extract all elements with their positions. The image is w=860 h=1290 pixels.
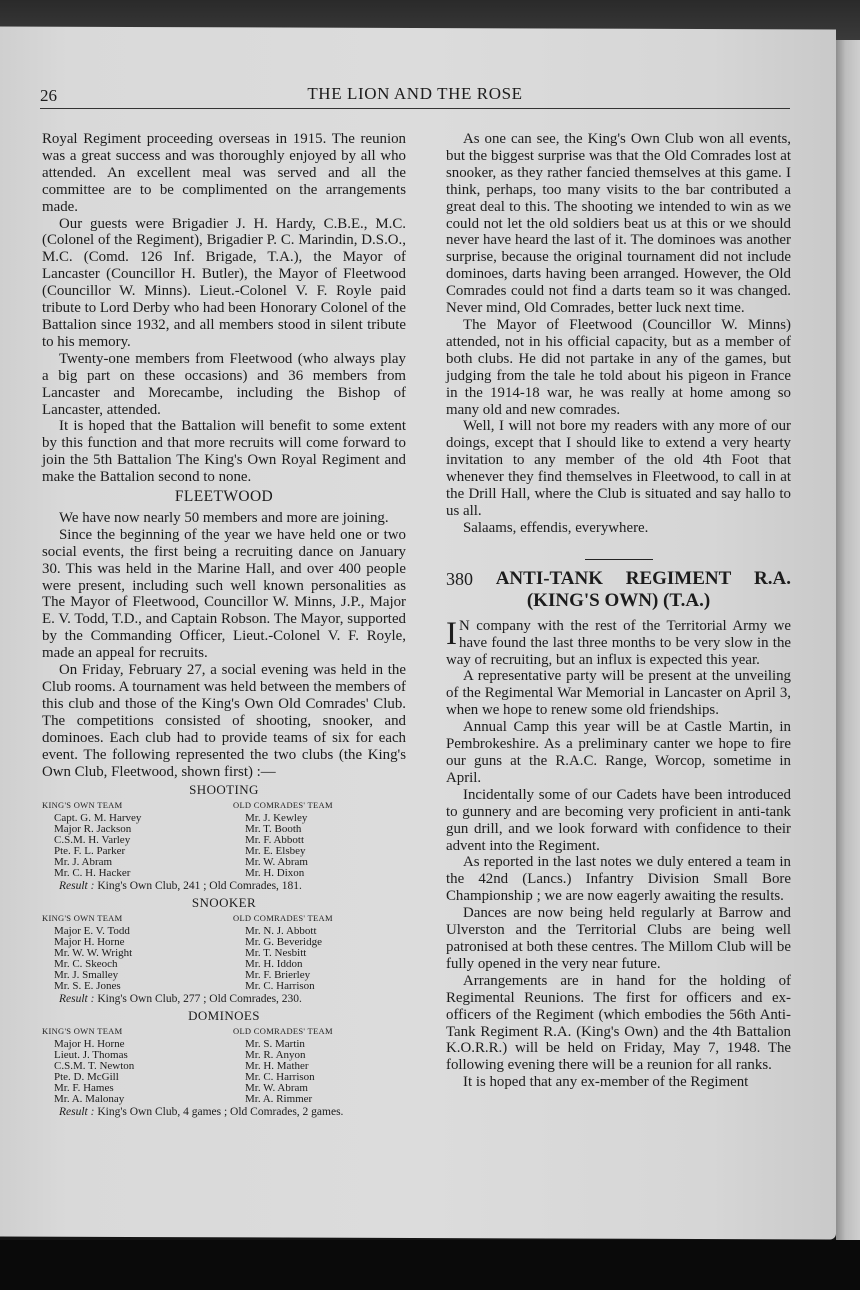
team-member: Mr. J. Kewley — [245, 812, 308, 825]
kings-own-team — [42, 799, 215, 879]
heading-word: R.A. — [754, 567, 791, 589]
result-text: King's Own Club, 241 ; Old Comrades, 181. — [97, 880, 302, 893]
team-member: Mr. H. Mather — [245, 1060, 309, 1073]
paragraph: Our guests were Brigadier J. H. Hardy, C.B.E., M.C. (Colonel of the Regiment), Brigadier P. C. Marindin, D.S.O., M.C. (Comd. 126 Inf. Brigade, T.A.), the Mayor of Lancaster (Councillor H. Butler), the Mayor of Fleetwood (Councillor W. Minns). Lieut.-Colonel V. F. Royle paid tribute to Lord Derby who had been Honorary Colonel of the Battalion since 1932, and all members stood in silent tribute to his memory. — [42, 215, 406, 350]
result-label: Result : — [59, 880, 95, 893]
team-member: C.S.M. T. Newton — [54, 1060, 135, 1073]
paragraph: Dances are now being held regularly at Barrow and Ulverston and the Territorial Clubs are being well patronised at both these centres. The Millom Club will be fully opened in the very near future. — [446, 905, 791, 972]
team-heading: KING'S OWN TEAM — [42, 800, 123, 811]
team-member: Mr. W. Abram — [245, 1082, 308, 1095]
teams-table — [42, 799, 406, 879]
page-number: 26 — [40, 86, 57, 105]
paragraph: It is hoped that any ex-member of the Regiment — [463, 1074, 749, 1091]
paragraph: We have now nearly 50 members and more are joining. — [59, 509, 389, 526]
team-member: Mr. J. Abram — [54, 856, 113, 869]
section-heading-fleetwood: FLEETWOOD — [174, 488, 274, 506]
paragraph: Royal Regiment proceeding overseas in 1915. The reunion was a great success and was thoroughly enjoyed by all who attended. An excellent meal was served and all the committee are to be complimented on the arrangements made. — [42, 131, 406, 215]
event-title: DOMINOES — [188, 1008, 260, 1024]
paragraph: The Mayor of Fleetwood (Councillor W. Minns) attended, not in his official capacity, but as a member of both clubs. He did not partake in any of the games, but judging from the tale he told about his pigeon in France in the 1914-18 war, he was really at home among so many old and new comrades. — [446, 316, 791, 418]
old-comrades-team — [215, 799, 406, 879]
next-page-edge — [836, 40, 860, 1240]
team-member: Mr. F. Abbott — [245, 834, 305, 847]
first-paragraph-text: N company with the rest of the Territorial Army we have found the last three months to be very slow in the way of recruiting, but an influx is expected this year. — [446, 617, 791, 668]
team-member: Mr. C. H. Hacker — [54, 867, 131, 880]
kings-own-team — [42, 1025, 215, 1105]
event-shooting — [42, 782, 406, 893]
old-comrades-team — [215, 912, 406, 992]
team-member: Mr. R. Anyon — [245, 1049, 306, 1062]
paragraph-dropcap — [446, 615, 791, 669]
team-member: Mr. G. Beveridge — [245, 936, 322, 949]
teams-table — [42, 1025, 406, 1105]
paragraph: Salaams, effendis, everywhere. — [463, 519, 649, 536]
heading-word: REGIMENT — [625, 567, 732, 589]
paragraph: As reported in the last notes we duly entered a team in the 42nd (Lancs.) Infantry Division Small Bore Championship ; we are now eagerly awaiting the results. — [446, 854, 791, 905]
paragraph: Since the beginning of the year we have held one or two social events, the first being a recruiting dance on January 30. This was held in the Marine Hall, and over 400 people were present, including such well known personalities as The Mayor of Fleetwood, Councillor W. Minns, J.P., Major E. V. Todd, T.D., and Captain Robson. The Mayor, supported by the Commanding Officer, Lieut.-Colonel V. F. Royle, made an appeal for recruits. — [42, 526, 406, 662]
team-member: Major H. Horne — [54, 936, 125, 949]
team-member: Mr. S. Martin — [245, 1038, 305, 1051]
page-header — [40, 84, 790, 109]
running-title: THE LION AND THE ROSE — [307, 84, 523, 103]
paragraph: As one can see, the King's Own Club won all events, but the biggest surprise was that the Old Comrades lost at snooker, as they rather fancied themselves at this game. I think, perhaps, too many visits to the bar contributed a great deal to this. The shooting we intended to win as we could not let the old soldiers beat us at this or we should never have heard the last of it. The dominoes was another surprise, because the original tournament did not include dominoes, darts having been arranged. However, the Old Comrades could not find a darts team so it was changed. Never mind, Old Comrades, better luck next time. — [446, 131, 791, 317]
team-member: Mr. H. Dixon — [245, 867, 305, 880]
team-member: Mr. E. Elsbey — [245, 845, 306, 858]
team-heading: OLD COMRADES' TEAM — [233, 800, 333, 811]
team-member: Mr. A. Malonay — [54, 1093, 125, 1106]
team-member: Mr. S. E. Jones — [54, 980, 121, 993]
event-title: SHOOTING — [189, 782, 259, 798]
event-dominoes — [42, 1008, 406, 1119]
team-member: Mr. T. Nesbitt — [245, 947, 307, 960]
dropcap-letter: I — [446, 615, 457, 652]
team-member: Mr. T. Booth — [245, 823, 302, 836]
right-column — [446, 131, 791, 1091]
team-member: Mr. H. Iddon — [245, 958, 303, 971]
team-heading: KING'S OWN TEAM — [42, 1026, 123, 1037]
paragraph: On Friday, February 27, a social evening was held in the Club rooms. A tournament was held between the members of this club and those of the King's Own Old Comrades' Club. The competitions consisted of shooting, snooker, and dominoes. Each club had to provide teams of six for each event. The following represented the two clubs (the King's Own Club, Fleetwood, shown first) :— — [42, 662, 406, 780]
team-member: Mr. C. Harrison — [245, 1071, 315, 1084]
team-member: Capt. G. M. Harvey — [54, 812, 142, 825]
heading-word: ANTI-TANK — [495, 567, 604, 589]
result-text: King's Own Club, 277 ; Old Comrades, 230. — [97, 993, 302, 1006]
section-divider — [585, 559, 653, 560]
event-result — [42, 992, 406, 1006]
old-comrades-team — [215, 1025, 406, 1105]
paragraph: Well, I will not bore my readers with any more of our doings, except that I should like to extend a very hearty invitation to any member of the old 4th Foot that whenever they find themselves in Fleetwood, to call in at the Drill Hall, where the Club is situated and say hallo to us all. — [446, 418, 791, 519]
result-label: Result : — [59, 993, 95, 1006]
team-member: Major R. Jackson — [54, 823, 132, 836]
paragraph: A representative party will be present at the unveiling of the Regimental War Memorial in Lancaster on April 3, when we hope to renew some old friendships. — [446, 668, 791, 719]
regiment-heading-line1 — [446, 568, 791, 590]
team-member: Mr. N. J. Abbott — [245, 925, 317, 938]
team-member: Mr. C. Harrison — [245, 980, 315, 993]
team-heading: OLD COMRADES' TEAM — [233, 1026, 333, 1037]
paragraph: Arrangements are in hand for the holding of Regimental Reunions. The first for officers and ex-officers of the Regiment (which embodies the 56th Anti-Tank Regiment R.A. (King's Own) and the 4th Battalion K.O.R.R.) will be held on Friday, May 7, 1948. The following evening there will be a reunion for all ranks. — [446, 972, 791, 1074]
event-result — [42, 1105, 406, 1119]
team-member: Mr. A. Rimmer — [245, 1093, 313, 1106]
regiment-heading — [446, 568, 791, 612]
event-result — [42, 879, 406, 893]
paragraph: Twenty-one members from Fleetwood (who always play a big part on these occasions) and 36 members from Lancaster and Morecambe, including the Bishop of Lancaster, attended. — [42, 350, 406, 418]
team-member: Mr. F. Brierley — [245, 969, 311, 982]
team-member: Pte. D. McGill — [54, 1071, 119, 1084]
team-member: Lieut. J. Thomas — [54, 1049, 128, 1062]
result-text: King's Own Club, 4 games ; Old Comrades, 2 games. — [97, 1106, 344, 1119]
team-heading: OLD COMRADES' TEAM — [233, 913, 333, 924]
team-heading: KING'S OWN TEAM — [42, 913, 123, 924]
team-member: C.S.M. H. Varley — [54, 834, 131, 847]
kings-own-team — [42, 912, 215, 992]
event-snooker — [42, 895, 406, 1006]
team-member: Mr. W. W. Wright — [54, 947, 133, 960]
team-member: Mr. C. Skeoch — [54, 958, 118, 971]
result-label: Result : — [59, 1106, 95, 1119]
team-member: Major H. Horne — [54, 1038, 125, 1051]
scan-background-bottom — [0, 1240, 860, 1290]
regiment-heading-line2: (KING'S OWN) (T.A.) — [526, 589, 711, 611]
team-member: Major E. V. Todd — [54, 925, 130, 938]
event-title: SNOOKER — [191, 895, 257, 911]
paragraph: Incidentally some of our Cadets have been introduced to gunnery and are becoming very proficient in anti-tank gun drill, and we look forward with confidence to their advent into the Regiment. — [446, 786, 791, 854]
left-column — [42, 131, 406, 1119]
team-member: Mr. W. Abram — [245, 856, 308, 869]
team-member: Mr. F. Hames — [54, 1082, 114, 1095]
team-member: Mr. J. Smalley — [54, 969, 119, 982]
paragraph: Annual Camp this year will be at Castle Martin, in Pembrokeshire. As a preliminary canter we hope to fire our guns at the R.A.C. Range, Worcop, sometime in April. — [446, 719, 791, 786]
team-member: Pte. F. L. Parker — [54, 845, 126, 858]
regiment-number: 380 — [446, 568, 473, 589]
teams-table — [42, 912, 406, 992]
paragraph: It is hoped that the Battalion will benefit to some extent by this function and that more recruits will come forward to join the 5th Battalion The King's Own Royal Regiment and make the Battalion second to none. — [42, 418, 406, 486]
